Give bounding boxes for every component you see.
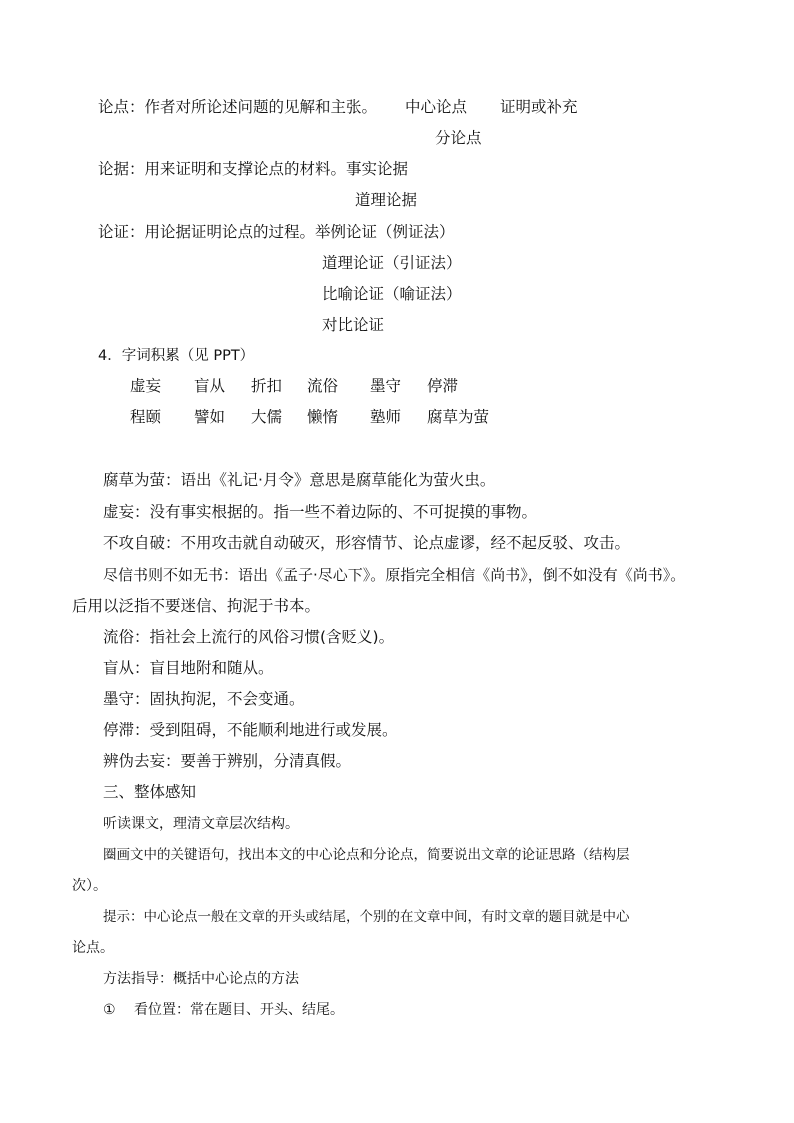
prove-or-supplement-label: 证明或补充 (500, 98, 578, 116)
definition-line: 尽信书则不如无书：语出《孟子·尽心下》。原指完全相信《尚书》，倒不如没有《尚书》。 (103, 566, 686, 584)
sub-point-label: 分论点 (435, 129, 482, 147)
definition-line: 墨守：固执拘泥，不会变通。 (103, 690, 305, 708)
list-item-text: 看位置：常在题目、开头、结尾。 (134, 1002, 344, 1018)
instruction-line: 次）。 (72, 878, 107, 894)
hint-line: 论点。 (72, 940, 114, 956)
definition-line: 后用以泛指不要迷信、拘泥于书本。 (72, 597, 321, 615)
argument-method-2: 道理论证（引证法） (322, 254, 462, 272)
vocab-word: 虚妄 (130, 377, 162, 395)
vocab-word: 懒惰 (307, 408, 339, 426)
definition-line: 辨伪去妄：要善于辨别，分清真假。 (103, 752, 352, 770)
vocab-word: 譬如 (194, 408, 226, 426)
vocab-word: 塾师 (370, 408, 402, 426)
vocab-word: 大儒 (251, 408, 283, 426)
vocab-word: 流俗 (307, 377, 339, 395)
method-guide-line: 方法指导：概括中心论点的方法 (103, 971, 299, 987)
vocab-heading: 4．字词积累（见 PPT） (98, 348, 255, 364)
definition-line: 不攻自破：不用攻击就自动破灭，形容情节、论点虚谬，经不起反驳、攻击。 (103, 534, 631, 552)
definition-line: 虚妄：没有事实根据的。指一些不着边际的、不可捉摸的事物。 (103, 503, 538, 521)
definition-line: 盲从：盲目地附和随从。 (103, 659, 274, 677)
vocab-word: 腐草为萤 (427, 408, 490, 426)
section-heading: 三、整体感知 (103, 783, 197, 801)
argument-method-3: 比喻论证（喻证法） (322, 285, 462, 303)
reason-evidence-label: 道理论据 (355, 191, 418, 209)
vocab-word: 程颐 (130, 408, 162, 426)
definition-line: 腐草为萤：语出《礼记·月令》意思是腐草能化为萤火虫。 (103, 471, 496, 489)
vocab-word: 折扣 (251, 377, 283, 395)
definition-line: 停滞：受到阻碍，不能顺利地进行或发展。 (103, 721, 398, 739)
central-point-label: 中心论点 (405, 98, 468, 116)
vocab-word: 墨守 (370, 377, 402, 395)
instruction-line: 圈画文中的关键语句，找出本文的中心论点和分论点，简要说出文章的论证思路（结构层 (103, 847, 630, 863)
lunju-definition: 论据：用来证明和支撑论点的材料。事实论据 (98, 160, 409, 178)
definition-line: 流俗：指社会上流行的风俗习惯(含贬义)。 (103, 628, 395, 646)
list-number: ① (103, 1002, 116, 1018)
vocab-word: 停滞 (427, 377, 459, 395)
instruction-line: 听读课文，理清文章层次结构。 (103, 816, 299, 832)
vocab-word: 盲从 (194, 377, 226, 395)
lunzheng-definition: 论证：用论据证明论点的过程。举例论证（例证法） (98, 223, 455, 241)
lundian-definition: 论点：作者对所论述问题的见解和主张。 (98, 98, 378, 116)
argument-method-4: 对比论证 (322, 316, 385, 334)
hint-line: 提示：中心论点一般在文章的开头或结尾，个别的在文章中间，有时文章的题目就是中心 (103, 909, 630, 925)
